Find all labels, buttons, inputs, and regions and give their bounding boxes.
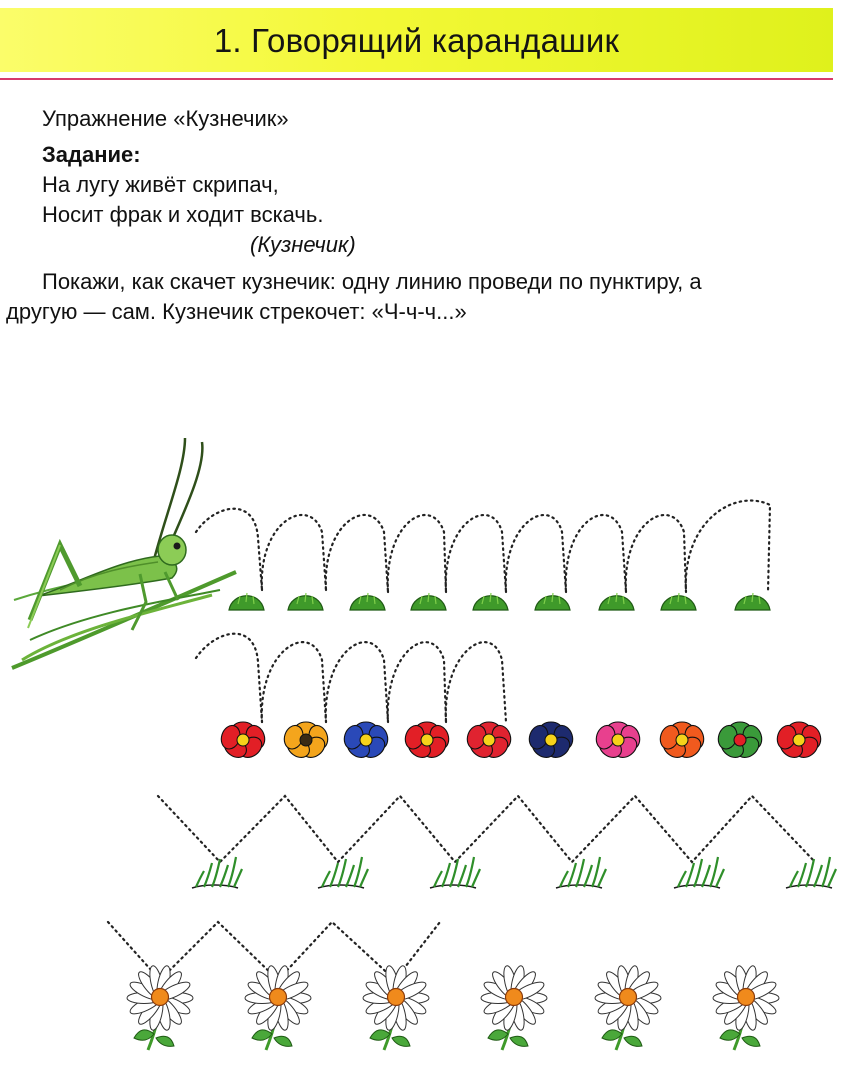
page-title: 1. Говорящий карандашик [213, 22, 620, 59]
grass-mound [288, 593, 323, 610]
dotted-arc [446, 515, 506, 592]
flower [341, 722, 390, 762]
daisy [713, 965, 779, 1050]
grass-mound [599, 593, 634, 610]
grass-mound [535, 593, 570, 610]
dotted-arc [686, 501, 770, 592]
dotted-arc [196, 509, 262, 590]
flower [464, 722, 513, 762]
task-label: Задание: [42, 142, 141, 167]
grass-mound [661, 593, 696, 610]
dotted-arc [506, 515, 566, 592]
flower [657, 722, 706, 762]
exercise-title: Упражнение «Кузнечик» [42, 106, 289, 131]
grass-tuft [192, 857, 242, 888]
grasshopper-illustration [12, 438, 236, 668]
daisy [127, 965, 193, 1050]
grass-tufts [192, 857, 836, 888]
daisy [595, 965, 661, 1050]
flower [774, 722, 823, 762]
daisy [245, 965, 311, 1050]
grass-tuft [786, 857, 836, 888]
riddle-answer: (Кузнечик) [250, 232, 356, 257]
dotted-arc [196, 634, 262, 722]
grass-mounds [229, 593, 770, 610]
instruction-line-2: другую — сам. Кузнечик стрекочет: «Ч-ч-ч...» [6, 299, 467, 324]
flower [593, 722, 642, 762]
daisy-row [127, 965, 779, 1050]
grass-mound [411, 593, 446, 610]
riddle-line-2: Носит фрак и ходит вскачь. [42, 202, 324, 227]
daisy [481, 965, 547, 1050]
dotted-arc [326, 642, 388, 722]
instruction-line-1: Покажи, как скачет кузнечик: одну линию проведи по пунктиру, а [42, 269, 702, 294]
grass-mound [350, 593, 385, 610]
flower [715, 722, 764, 762]
dotted-zigzag [158, 796, 815, 862]
riddle-line-1: На лугу живёт скрипач, [42, 172, 279, 197]
dotted-guide-lines [108, 501, 815, 980]
flower [281, 722, 330, 762]
grass-tuft [674, 857, 724, 888]
dotted-arc [388, 515, 446, 592]
grass-tuft [318, 857, 368, 888]
dotted-arc [566, 515, 626, 592]
flower [402, 722, 451, 762]
dotted-arc [446, 642, 506, 722]
dotted-arc [626, 515, 686, 592]
dotted-arc [262, 642, 326, 722]
flower-row [218, 722, 823, 762]
dotted-arc [326, 515, 388, 592]
daisy [363, 965, 429, 1050]
grass-mound [473, 593, 508, 610]
grass-tuft [556, 857, 606, 888]
dotted-arc [388, 642, 446, 722]
dotted-arc [262, 515, 326, 590]
flower [526, 722, 575, 762]
grass-mound [229, 593, 264, 610]
flower [218, 722, 267, 762]
grass-mound [735, 593, 770, 610]
